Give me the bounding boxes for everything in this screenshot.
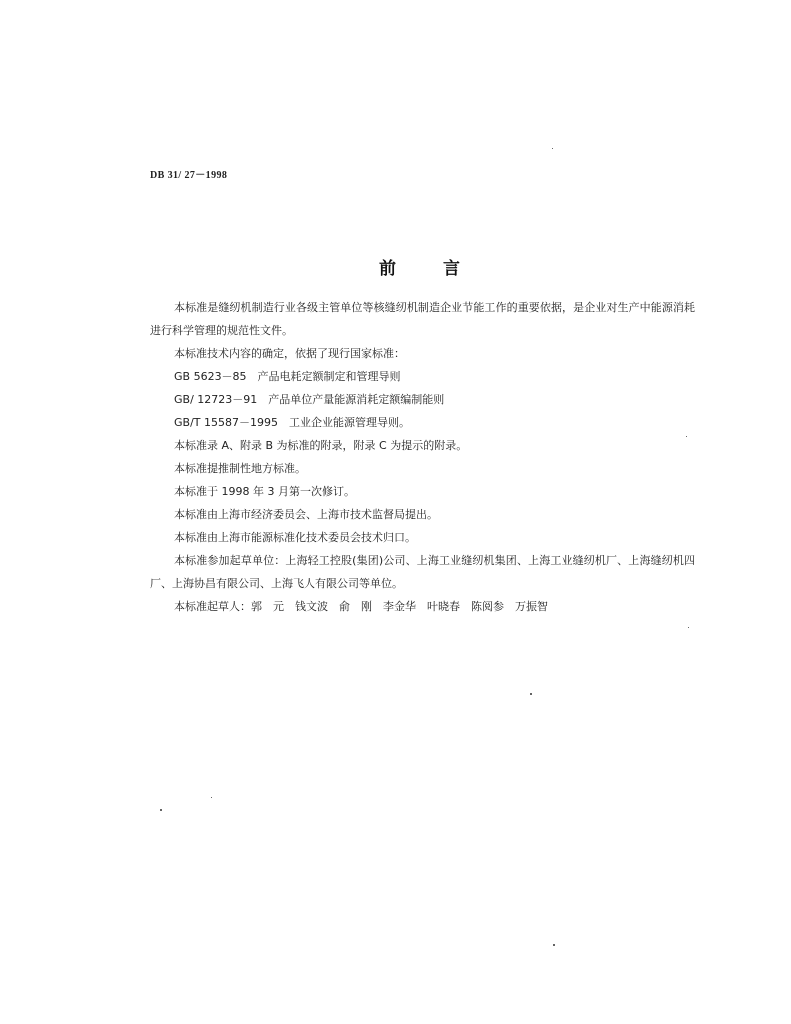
paragraph-purpose: 本标准是缝纫机制造行业各级主管单位等核缝纫机制造企业节能工作的重要依据，是企业对生产中能源消耗进行科学管理的规范性文件。 [150, 301, 695, 337]
paragraph-centralized-by: 本标准由上海市能源标准化技术委员会技术归口。 [174, 531, 416, 544]
standard-code: DB 31/ 27－1998 [150, 170, 228, 181]
reference-gb12723: GB/ 12723－91 产品单位产量能源消耗定额编制能则 [174, 393, 445, 406]
scan-speck [553, 944, 555, 946]
scan-speck [688, 627, 689, 628]
reference-gb5623: GB 5623－85 产品电耗定额制定和管理导则 [174, 370, 401, 383]
page-title: 前言 [379, 259, 507, 279]
scan-speck [211, 797, 212, 798]
paragraph-basis: 本标准技术内容的确定，依据了现行国家标准： [174, 347, 405, 360]
paragraph-nature: 本标准提推制性地方标准。 [174, 462, 306, 475]
scan-speck [160, 809, 162, 811]
scan-speck [686, 436, 687, 437]
reference-gb15587: GB/T 15587－1995 工业企业能源管理导则。 [174, 416, 410, 429]
paragraph-appendices: 本标准录 A、附录 B 为标准的附录，附录 C 为提示的附录。 [174, 439, 468, 452]
scan-speck [530, 693, 532, 695]
scan-speck [552, 148, 553, 149]
paragraph-drafters: 本标准起草人：郭 元 钱文波 俞 刚 李金华 叶晓春 陈阅参 万振智 [174, 600, 548, 613]
paragraph-drafting-units: 本标准参加起草单位：上海轻工控股(集团)公司、上海工业缝纫机集团、上海工业缝纫机厂、上海缝纫机四厂、上海协昌有限公司、上海飞人有限公司等单位。 [150, 554, 695, 590]
paragraph-proposed-by: 本标准由上海市经济委员会、上海市技术监督局提出。 [174, 508, 438, 521]
foreword-body [150, 296, 695, 618]
paragraph-revision: 本标准于 1998 年 3 月第一次修订。 [174, 485, 355, 498]
